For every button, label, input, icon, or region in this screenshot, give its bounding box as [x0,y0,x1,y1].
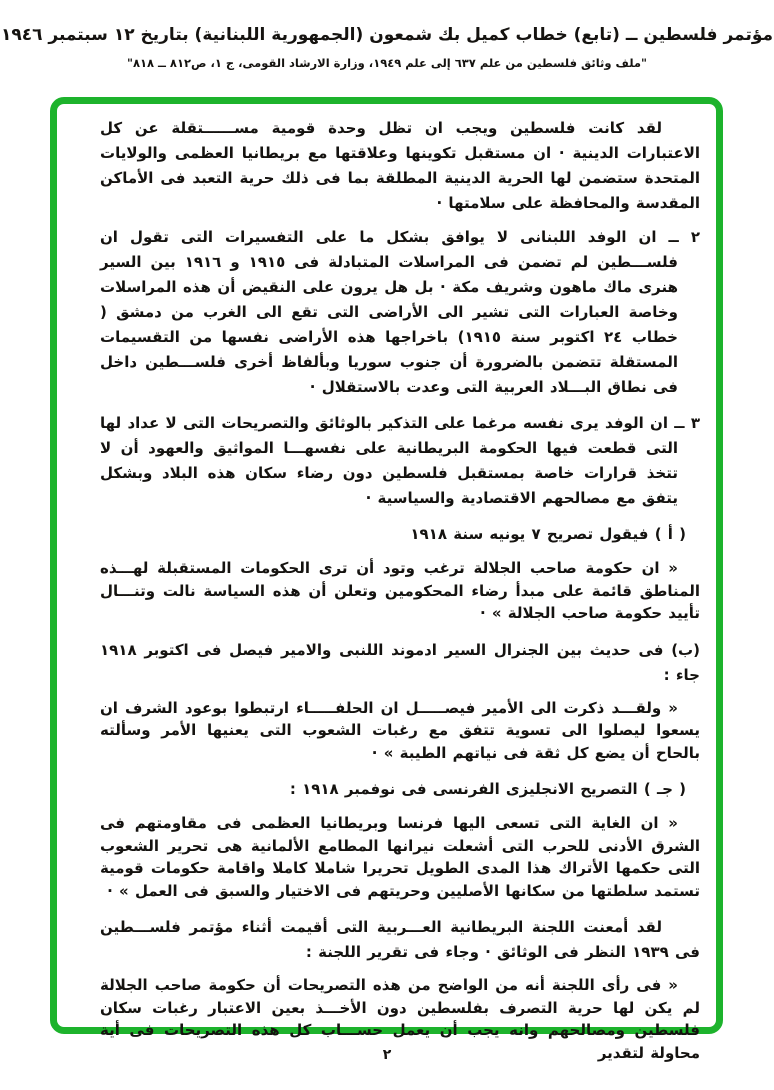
document-title: مؤتمر فلسطين ــ (تابع) خطاب كميل بك شمعون (الجمهورية اللبنانية) بتاريخ ١٢ سبتمبر ١٩٤٦ [0,25,774,45]
quote-declaration-c: « ان الغاية التى تسعى اليها فرنسا وبريطانيا العظمى فى مقاومتهم فى الشرق الأدنى للحرب التى أشعلت نيرانها المطامع الألمانية هى تحرير الشعوب التى حكمها الأتراك هذا المدى الطويل تحريرا شاملا كاملا واقامة حكومات قومية تستمد سلطتها من سكانها الأصليين وحريتهم فى الاختيار والسبق فى العمل » · [100,814,700,900]
subsection-heading-c: ( جـ ) التصريح الانجليزى الفرنسى فى نوفمبر ١٩١٨ : [289,780,686,798]
subsection-heading-b: (ب) فى حديث بين الجنرال السير ادموند اللنبى والامير فيصل فى اكتوبر ١٩١٨ جاء : [100,640,700,684]
list-item-2: ٢ ــ ان الوفد اللبنانى لا يوافق بشكل ما على التفسيرات التى تقول ان فلســـطين لم تضمن فى المراسلات المتبادلة فى ١٩١٥ و ١٩١٦ بين السير هنرى ماك ماهون وشريف مكة · بل هل يرون على النقيض أن هذه المراسلات وخاصة العبارات التى تشير الى الأراضى التى تقع الى الغرب من دمشق ( خطاب ٢٤ اكتوبر سنة ١٩١٥) باخراجها هذه الأراضى نفسها من التقسيمات المستقلة تتضمن بالضرورة أن جنوب سوريا وبألفاظ أخرى فلســـطين داخل فى نطاق البـــلاد العربية التى وعدت بالاستقلال · [100,228,700,396]
paragraph-intro: لقد كانت فلسطين ويجب ان تظل وحدة قومية مســــــتقلة عن كل الاعتبارات الدينية · ان مستقبل تكوينها وعلاقتها مع بريطانيا العظمى والولايات المتحدة ستضمن لها الحرية الدينية المطلقة بما فى ذلك حرية التعبد فى الأماكن المقدسة والمحافظة على سلامتها · [100,119,700,212]
paragraph-committee-1939: لقد أمعنت اللجنة البريطانية العـــربية التى أقيمت أثناء مؤتمر فلســـطين فى ١٩٣٩ النظر فى الوثائق · وجاء فى تقرير اللجنة : [100,918,700,961]
list-item-3: ٣ ــ ان الوفد يرى نفسه مرغما على التذكير بالوثائق والتصريحات التى لا عداد لها التى قطعت فيها الحكومة البريطانية على نفسهـــا المواثيق والعهود أن لا تتخذ قرارات خاصة بمستقبل فلسطين دون رضاء سكان هذه البلاد وبشكل يتفق مع مصالحهم الاقتصادية والسياسية · [100,414,700,507]
page-header [0,22,774,71]
quote-declaration-b: « ولقـــد ذكرت الى الأمير فيصـــــل ان الحلفـــــاء ارتبطوا بوعود الشرف ان يسعوا ليصلوا الى تسوية تتفق مع رغبات الشعوب التى يعنيها الأمر وسألته بالحاح أن يضع كل ثقة فى نياتهم الطيبة » · [100,698,700,762]
subsection-heading-a: ( أ ) فيقول تصريح ٧ يونيه سنة ١٩١٨ [410,525,686,543]
document-body [100,116,700,1064]
document-source-citation: "ملف وثائق فلسطين من علم ٦٣٧ إلى علم ١٩٤٩، وزارة الارشاد القومى، ج ١، ص٨١٢ ــ ٨١٨" [126,56,648,70]
quote-committee-report: « فى رأى اللجنة أنه من الواضح من هذه التصريحات أن حكومة صاحب الجلالة لم يكن لها حرية التصرف بفلسطين دون الأخـــذ بعين الاعتبار رغبات سكان فلسطين ومصالحهم وانه يجب أن يعمل حســـاب كل هذه التصريحات فى أية محاولة لتقدير [100,976,700,1062]
quote-declaration-a: « ان حكومة صاحب الجلالة ترغب وتود أن ترى الحكومات المستقبلة لهـــذه المناطق قائمة على مبدأ رضاء المحكومين وتعلن أن هذه السياسة نالت وتنـــال تأييد حكومة صاحب الجلالة » · [100,559,700,622]
page-number: ٢ [382,1047,392,1063]
